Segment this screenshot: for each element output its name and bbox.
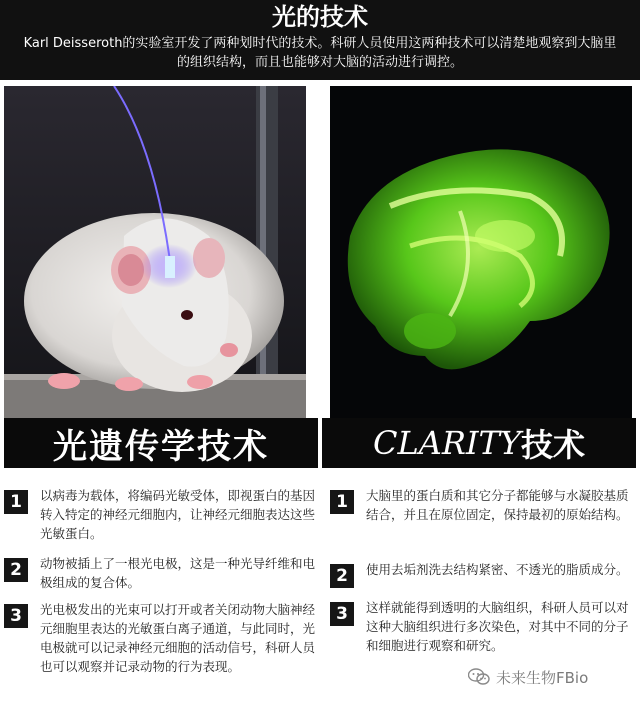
step-item [330,486,636,524]
step-item [330,560,629,588]
step-item [330,598,636,655]
step-number: 1 [330,490,354,514]
clarity-title-cjk: 技术 [521,426,586,464]
step-text: 以病毒为载体，将编码光敏受体，即视蛋白的基因转入特定的神经元细胞内，让神经元细胞表达这些光敏蛋白。 [40,488,316,541]
watermark-text: 未来生物FBio [496,668,589,687]
brain-illustration [330,86,632,418]
clarity-title-latin: CLARITY [372,424,522,462]
step-text: 动物被插上了一根光电极，这是一种光导纤维和电极组成的复合体。 [40,556,316,590]
wechat-icon [468,668,490,686]
step-text: 大脑里的蛋白质和其它分子都能够与水凝胶基质结合，并且在原位固定，保持最初的原始结构。 [366,488,629,522]
clarity-banner [322,418,636,468]
step-item [4,600,316,676]
step-item [4,554,316,592]
optogenetics-banner [4,418,318,468]
clarity-brain-photo [330,86,632,418]
watermark [468,664,636,690]
step-text: 光电极发出的光束可以打开或者关闭动物大脑神经元细胞里表达的光敏蛋白离子通道，与此同时，光电极就可以记录神经元细胞的活动信号，科研人员也可以观察并记录动物的行为表现。 [40,602,316,674]
rat-illustration [4,86,306,418]
optogenetics-title: 光遗传学技术 [53,426,269,467]
step-text: 这样就能得到透明的大脑组织，科研人员可以对这种大脑组织进行多次染色，对其中不同的分子和细胞进行观察和研究。 [366,600,629,653]
step-text: 使用去垢剂洗去结构紧密、不透光的脂质成分。 [366,562,629,577]
step-number: 3 [330,602,354,626]
step-number: 1 [4,490,28,514]
rat-photo [4,86,306,418]
step-number: 2 [330,564,354,588]
step-number: 3 [4,604,28,628]
page-title: 光的技术 [272,2,368,31]
step-number: 2 [4,558,28,582]
page-subtitle: Karl Deisseroth的实验室开发了两种划时代的技术。科研人员使用这两种技术可以清楚地观察到大脑里的组织结构，而且也能够对大脑的活动进行调控。 [23,36,617,70]
step-item [4,486,316,543]
header [0,0,640,80]
